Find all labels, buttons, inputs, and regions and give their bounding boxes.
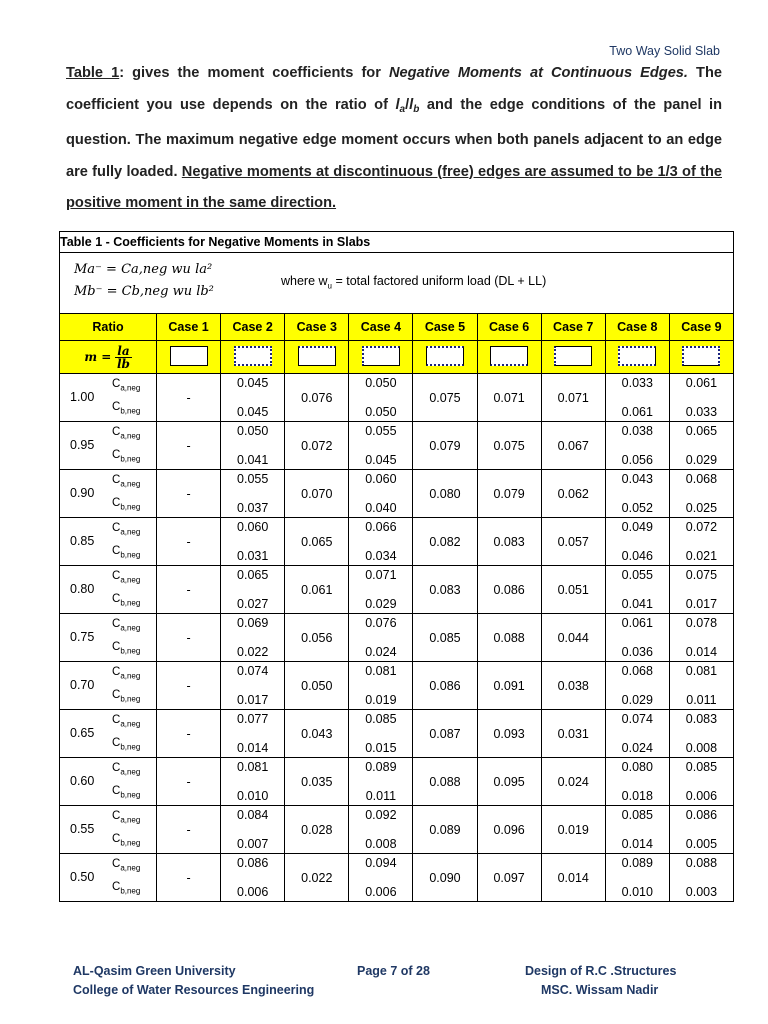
ratio-value: 0.55 (70, 822, 95, 836)
cell-c2-b: 0.014 (237, 741, 269, 755)
cell-c4-a: 0.050 (365, 376, 397, 390)
cell-c4-a: 0.060 (365, 472, 397, 486)
cell-c4-b: 0.024 (365, 645, 397, 659)
cell-c8-a: 0.068 (621, 664, 653, 678)
case-header-6: Case 6 (477, 314, 541, 341)
cell-c9-a: 0.065 (685, 424, 718, 438)
cell-c8-b: 0.046 (621, 549, 653, 563)
cell-c4-b: 0.006 (365, 885, 397, 899)
cb-neg-label: $C_{b,neg}$ (112, 593, 141, 608)
table-row (60, 758, 734, 806)
cell-c9 (669, 614, 733, 662)
cell-c8-b: 0.061 (621, 405, 653, 419)
cell-c9 (669, 854, 733, 902)
cell-c8-a: 0.080 (621, 760, 653, 774)
cell-c2-b: 0.007 (237, 837, 269, 851)
cell-c9 (669, 710, 733, 758)
cell-c7: 0.051 (541, 566, 605, 614)
cell-c2-a: 0.077 (237, 712, 269, 726)
cell-c8 (605, 758, 669, 806)
cell-c4-a: 0.055 (365, 424, 397, 438)
cell-c7: 0.038 (541, 662, 605, 710)
cell-c8 (605, 566, 669, 614)
case-7-edge-diagram (554, 346, 592, 366)
table-row (60, 710, 734, 758)
case-header-3: Case 3 (285, 314, 349, 341)
ratio-cell (60, 854, 157, 902)
cell-c8-b: 0.029 (621, 693, 653, 707)
cell-c2-a: 0.045 (237, 376, 269, 390)
underlined-note: Negative moments at discontinuous (free) edges are assumed to be 1/3 of the positive moment in the same direction. (66, 163, 722, 211)
cell-c3: 0.056 (285, 614, 349, 662)
moment-formulas (74, 259, 214, 303)
cell-c3: 0.061 (285, 566, 349, 614)
cell-c8-b: 0.052 (621, 501, 653, 515)
cb-neg-label: $C_{b,neg}$ (112, 833, 141, 848)
ca-neg-label: $C_{a,neg}$ (112, 762, 141, 777)
cell-c2-b: 0.037 (237, 501, 269, 515)
cell-c9-a: 0.078 (685, 616, 718, 630)
table-caption: Table 1 - Coefficients for Negative Moments in Slabs (60, 232, 734, 253)
cell-c2-b: 0.010 (237, 789, 269, 803)
cell-c4-b: 0.045 (365, 453, 397, 467)
table-row (60, 422, 734, 470)
cell-c1: - (157, 518, 221, 566)
cell-c3: 0.070 (285, 470, 349, 518)
ca-neg-label: $C_{a,neg}$ (112, 426, 141, 441)
cell-c4-a: 0.092 (365, 808, 397, 822)
coefficients-table (59, 231, 734, 902)
cell-c9-b: 0.005 (685, 837, 718, 851)
cell-c4 (349, 854, 413, 902)
cell-c1: - (157, 662, 221, 710)
cell-c1: - (157, 614, 221, 662)
cell-c2 (221, 518, 285, 566)
cb-neg-label: $C_{b,neg}$ (112, 785, 141, 800)
cell-c3: 0.076 (285, 374, 349, 422)
cell-c5: 0.085 (413, 614, 477, 662)
ratio-cell (60, 806, 157, 854)
table-row (60, 806, 734, 854)
case-6-edge-diagram (490, 346, 528, 366)
cell-c8-b: 0.024 (621, 741, 653, 755)
cell-c8-a: 0.038 (621, 424, 653, 438)
cb-neg-label: $C_{b,neg}$ (112, 881, 141, 896)
cell-c2 (221, 422, 285, 470)
ratio-value: 0.95 (70, 438, 95, 452)
cell-c9-b: 0.033 (685, 405, 718, 419)
cell-c7: 0.044 (541, 614, 605, 662)
case-header-8: Case 8 (605, 314, 669, 341)
cell-c2 (221, 614, 285, 662)
ratio-value: 1.00 (70, 390, 95, 404)
cell-c7: 0.024 (541, 758, 605, 806)
cell-c8-a: 0.089 (621, 856, 653, 870)
ca-neg-label: $C_{a,neg}$ (112, 474, 141, 489)
cell-c7: 0.071 (541, 374, 605, 422)
cell-c9-b: 0.003 (685, 885, 718, 899)
cb-neg-label: $C_{b,neg}$ (112, 401, 141, 416)
cell-c6: 0.083 (477, 518, 541, 566)
ratio-value: 0.75 (70, 630, 95, 644)
ratio-cell (60, 374, 157, 422)
cell-c8-a: 0.049 (621, 520, 653, 534)
cell-c2-a: 0.081 (237, 760, 269, 774)
cell-c4-a: 0.085 (365, 712, 397, 726)
cell-c7: 0.031 (541, 710, 605, 758)
m-definition: m = $\frac{la}{lb}$ (60, 341, 157, 374)
cell-c2 (221, 806, 285, 854)
cell-c6: 0.097 (477, 854, 541, 902)
case-4-edge-diagram (362, 346, 400, 366)
cell-c4 (349, 614, 413, 662)
ca-neg-label: $C_{a,neg}$ (112, 666, 141, 681)
cb-neg-label: $C_{b,neg}$ (112, 449, 141, 464)
cell-c9 (669, 566, 733, 614)
cell-c2 (221, 710, 285, 758)
cell-c1: - (157, 374, 221, 422)
table-row (60, 518, 734, 566)
ca-neg-label: $C_{a,neg}$ (112, 522, 141, 537)
cell-c8 (605, 710, 669, 758)
cell-c8 (605, 422, 669, 470)
cell-c4-b: 0.008 (365, 837, 397, 851)
cell-c9 (669, 518, 733, 566)
cell-c9 (669, 422, 733, 470)
cell-c6: 0.093 (477, 710, 541, 758)
cell-c2-b: 0.045 (237, 405, 269, 419)
cell-c4 (349, 710, 413, 758)
cell-c2 (221, 470, 285, 518)
cell-c6: 0.075 (477, 422, 541, 470)
case-header-5: Case 5 (413, 314, 477, 341)
cell-c9 (669, 470, 733, 518)
cell-c4-b: 0.050 (365, 405, 397, 419)
cell-c4-a: 0.081 (365, 664, 397, 678)
cell-c9-a: 0.083 (685, 712, 718, 726)
cell-c4 (349, 758, 413, 806)
cell-c9-b: 0.008 (685, 741, 718, 755)
cell-c8-b: 0.036 (621, 645, 653, 659)
cell-c8-b: 0.010 (621, 885, 653, 899)
cell-c3: 0.050 (285, 662, 349, 710)
cell-c2-a: 0.084 (237, 808, 269, 822)
cell-c5: 0.080 (413, 470, 477, 518)
footer-course: Design of R.C .Structures (525, 964, 677, 978)
cell-c2 (221, 374, 285, 422)
table-row (60, 374, 734, 422)
case-1-edge-diagram (170, 346, 208, 366)
cell-c3: 0.072 (285, 422, 349, 470)
table-reference: Table 1 (66, 65, 120, 81)
cell-c8 (605, 854, 669, 902)
formula-mb: Mb⁻ = Cb,neg wu lb² (74, 284, 214, 299)
cb-neg-label: $C_{b,neg}$ (112, 641, 141, 656)
cell-c8-a: 0.033 (621, 376, 653, 390)
cell-c2-a: 0.055 (237, 472, 269, 486)
table-row (60, 470, 734, 518)
footer-university: AL-Qasim Green University (73, 964, 236, 978)
case-8-edge-diagram (618, 346, 656, 366)
cell-c6: 0.071 (477, 374, 541, 422)
case-2-edge-diagram (234, 346, 272, 366)
ratio-cell (60, 614, 157, 662)
cell-c4-a: 0.094 (365, 856, 397, 870)
cell-c3: 0.028 (285, 806, 349, 854)
cell-c2-a: 0.050 (237, 424, 269, 438)
ratio-value: 0.80 (70, 582, 95, 596)
cell-c5: 0.075 (413, 374, 477, 422)
ratio-cell (60, 422, 157, 470)
ratio-value: 0.70 (70, 678, 95, 692)
cell-c4 (349, 518, 413, 566)
cell-c5: 0.087 (413, 710, 477, 758)
cell-c9-b: 0.011 (686, 693, 717, 707)
cb-neg-label: $C_{b,neg}$ (112, 545, 141, 560)
cell-c2-a: 0.060 (237, 520, 269, 534)
table-row (60, 566, 734, 614)
cell-c9-b: 0.029 (685, 453, 718, 467)
cell-c6: 0.086 (477, 566, 541, 614)
cell-c2 (221, 566, 285, 614)
cell-c8 (605, 518, 669, 566)
cell-c2-a: 0.069 (237, 616, 269, 630)
cell-c2-a: 0.086 (237, 856, 269, 870)
cell-c9-b: 0.006 (685, 789, 718, 803)
cell-c4 (349, 374, 413, 422)
cell-c9-a: 0.085 (685, 760, 718, 774)
cell-c9-a: 0.088 (685, 856, 718, 870)
cell-c4-b: 0.034 (365, 549, 397, 563)
cell-c1: - (157, 422, 221, 470)
cell-c8 (605, 662, 669, 710)
cell-c2 (221, 758, 285, 806)
ratio-cell (60, 662, 157, 710)
case-header-2: Case 2 (221, 314, 285, 341)
cell-c2-a: 0.074 (237, 664, 269, 678)
cell-c2-b: 0.041 (237, 453, 269, 467)
cell-c5: 0.089 (413, 806, 477, 854)
ratio-value: 0.85 (70, 534, 95, 548)
cell-c4-b: 0.040 (365, 501, 397, 515)
cell-c2 (221, 662, 285, 710)
cell-c8-a: 0.055 (621, 568, 653, 582)
cell-c8-b: 0.056 (621, 453, 653, 467)
cell-c8-b: 0.018 (621, 789, 653, 803)
cell-c4 (349, 422, 413, 470)
cell-c9-a: 0.072 (685, 520, 718, 534)
cell-c8 (605, 806, 669, 854)
cell-c8-b: 0.014 (621, 837, 653, 851)
cell-c8 (605, 374, 669, 422)
case-5-edge-diagram (426, 346, 464, 366)
cell-c9-a: 0.081 (685, 664, 718, 678)
cell-c4-b: 0.015 (365, 741, 397, 755)
cell-c4-b: 0.019 (365, 693, 397, 707)
ratio-value: 0.60 (70, 774, 95, 788)
cell-c2-a: 0.065 (237, 568, 269, 582)
cell-c4-a: 0.071 (365, 568, 397, 582)
ca-neg-label: $C_{a,neg}$ (112, 858, 141, 873)
cell-c6: 0.095 (477, 758, 541, 806)
cell-c9-a: 0.068 (685, 472, 718, 486)
formula-cell (60, 253, 734, 314)
cell-c4 (349, 806, 413, 854)
cell-c9-b: 0.017 (685, 597, 718, 611)
ratio-cell (60, 470, 157, 518)
table-row (60, 614, 734, 662)
cell-c8-a: 0.074 (621, 712, 653, 726)
cell-c3: 0.035 (285, 758, 349, 806)
cell-c9-a: 0.086 (685, 808, 718, 822)
cb-neg-label: $C_{b,neg}$ (112, 497, 141, 512)
cell-c4-a: 0.076 (365, 616, 397, 630)
case-9-edge-diagram (682, 346, 720, 366)
cell-c4-a: 0.089 (365, 760, 397, 774)
ratio-header: Ratio (60, 314, 157, 341)
cell-c1: - (157, 806, 221, 854)
cell-c1: - (157, 470, 221, 518)
cell-c1: - (157, 758, 221, 806)
cell-c3: 0.022 (285, 854, 349, 902)
cell-c2-b: 0.022 (237, 645, 269, 659)
cell-c9 (669, 758, 733, 806)
cell-c7: 0.019 (541, 806, 605, 854)
cell-c5: 0.079 (413, 422, 477, 470)
ca-neg-label: $C_{a,neg}$ (112, 378, 141, 393)
cell-c4 (349, 470, 413, 518)
case-header-7: Case 7 (541, 314, 605, 341)
ca-neg-label: $C_{a,neg}$ (112, 714, 141, 729)
cb-neg-label: $C_{b,neg}$ (112, 737, 141, 752)
cell-c7: 0.062 (541, 470, 605, 518)
cell-c5: 0.090 (413, 854, 477, 902)
footer-page-number: Page 7 of 28 (357, 964, 430, 978)
cell-c8-a: 0.043 (621, 472, 653, 486)
cell-c4-b: 0.029 (365, 597, 397, 611)
cell-c7: 0.067 (541, 422, 605, 470)
emphasis-text: Negative Moments at Continuous Edges. (388, 65, 688, 81)
ca-neg-label: $C_{a,neg}$ (112, 570, 141, 585)
cell-c9-a: 0.061 (685, 376, 718, 390)
cell-c1: - (157, 710, 221, 758)
cb-neg-label: $C_{b,neg}$ (112, 689, 141, 704)
ratio-cell (60, 518, 157, 566)
cell-c4 (349, 662, 413, 710)
cell-c9-b: 0.014 (685, 645, 718, 659)
case-header-1: Case 1 (157, 314, 221, 341)
formula-ma: Ma⁻ = Ca,neg wu la² (74, 262, 213, 277)
running-header: Two Way Solid Slab (609, 44, 720, 58)
cell-c6: 0.079 (477, 470, 541, 518)
cell-c8-a: 0.061 (621, 616, 653, 630)
cell-c5: 0.086 (413, 662, 477, 710)
cell-c9-a: 0.075 (685, 568, 718, 582)
footer-author: MSC. Wissam Nadir (541, 983, 659, 997)
cell-c8 (605, 614, 669, 662)
ca-neg-label: $C_{a,neg}$ (112, 618, 141, 633)
cell-c6: 0.088 (477, 614, 541, 662)
cell-c6: 0.096 (477, 806, 541, 854)
cell-c3: 0.065 (285, 518, 349, 566)
ratio-cell (60, 566, 157, 614)
ratio-cell (60, 758, 157, 806)
cell-c9 (669, 662, 733, 710)
cell-c7: 0.057 (541, 518, 605, 566)
where-note: where $w_u$ = total factored uniform load (DL + LL) (281, 274, 547, 291)
ratio-cell (60, 710, 157, 758)
cell-c8-b: 0.041 (621, 597, 653, 611)
ratio-value: 0.65 (70, 726, 95, 740)
cell-c9-b: 0.025 (685, 501, 718, 515)
cell-c1: - (157, 854, 221, 902)
case-header-9: Case 9 (669, 314, 733, 341)
cell-c9 (669, 374, 733, 422)
cell-c5: 0.082 (413, 518, 477, 566)
ca-neg-label: $C_{a,neg}$ (112, 810, 141, 825)
cell-c8-a: 0.085 (621, 808, 653, 822)
cell-c4 (349, 566, 413, 614)
case-3-edge-diagram (298, 346, 336, 366)
cell-c1: - (157, 566, 221, 614)
intro-paragraph: Table 1: gives the moment coefficients for Negative Moments at Continuous Edges. The coefficient you use depends on the ratio of $l_a/l_b$ and the edge conditions of the panel in question. The maximum negative edge moment occurs when both panels adjacent to an edge are fully loaded. Negative moments at discontinuous (free) edges are assumed to be 1/3 of the positive moment in the same direction. (66, 65, 723, 211)
cell-c2-b: 0.027 (237, 597, 269, 611)
cell-c9-b: 0.021 (685, 549, 718, 563)
cell-c2-b: 0.017 (237, 693, 269, 707)
cell-c2 (221, 854, 285, 902)
cell-c9 (669, 806, 733, 854)
ratio-value: 0.50 (70, 870, 95, 884)
case-header-4: Case 4 (349, 314, 413, 341)
cell-c7: 0.014 (541, 854, 605, 902)
cell-c8 (605, 470, 669, 518)
footer-college: College of Water Resources Engineering (73, 983, 315, 997)
table-row (60, 662, 734, 710)
cell-c4-b: 0.011 (365, 789, 397, 803)
cell-c4-a: 0.066 (365, 520, 397, 534)
cell-c3: 0.043 (285, 710, 349, 758)
cell-c6: 0.091 (477, 662, 541, 710)
table-row (60, 854, 734, 902)
cell-c2-b: 0.006 (237, 885, 269, 899)
ratio-value: 0.90 (70, 486, 95, 500)
cell-c5: 0.083 (413, 566, 477, 614)
cell-c2-b: 0.031 (237, 549, 269, 563)
cell-c5: 0.088 (413, 758, 477, 806)
